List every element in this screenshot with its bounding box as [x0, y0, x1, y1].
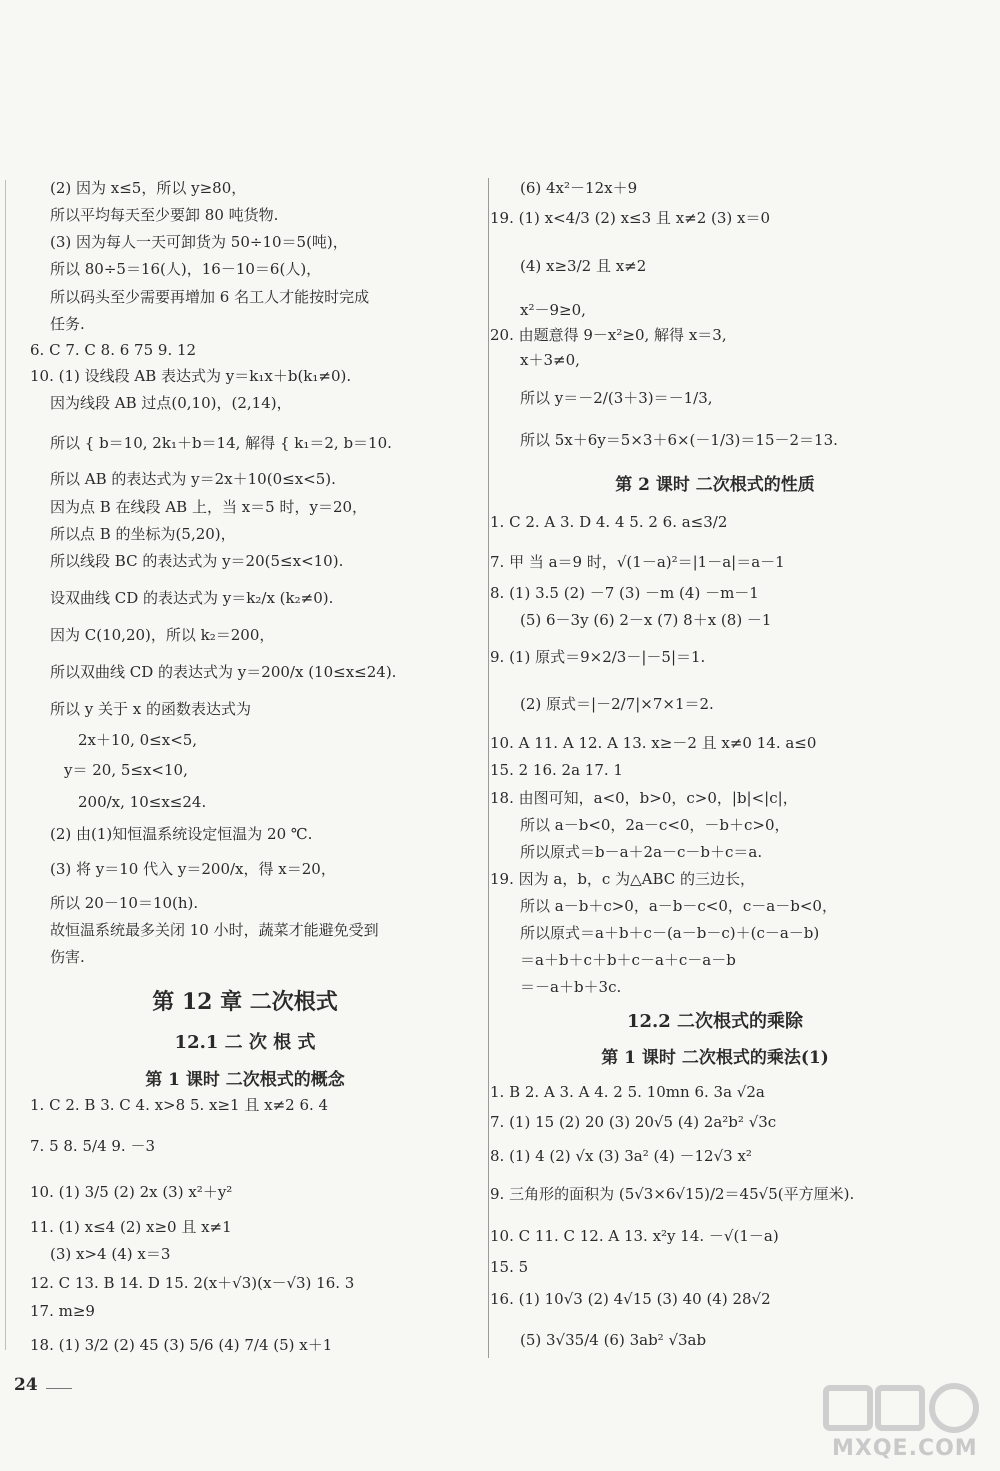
answer-line: (2) 原式＝|－2/7|×7×1＝2.: [520, 695, 714, 713]
answer-line: 7. 甲 当 a＝9 时，√(1－a)²＝|1－a|＝a－1: [490, 553, 785, 571]
answer-line: 200/x, 10≤x≤24.: [78, 793, 207, 811]
answer-line: 所以双曲线 CD 的表达式为 y＝200/x (10≤x≤24).: [50, 663, 397, 681]
answer-line: 任务.: [50, 315, 85, 333]
page-number: 24: [14, 1375, 38, 1395]
answer-line: 所以 20－10＝10(h).: [50, 894, 199, 912]
answer-line: 10. (1) 3/5 (2) 2x (3) x²＋y²: [30, 1183, 233, 1201]
answer-line: 1. B 2. A 3. A 4. 2 5. 10mn 6. 3a √2a: [490, 1083, 765, 1101]
section-heading: 第 12 章 二次根式: [152, 989, 338, 1015]
answer-line: (3) 将 y＝10 代入 y＝200/x，得 x＝20，: [50, 860, 336, 878]
answer-line: 9. 三角形的面积为 (5√3×6√15)/2＝45√5(平方厘米).: [490, 1185, 855, 1203]
answer-line: 所以 80÷5＝16(人)，16－10＝6(人)，: [50, 260, 322, 278]
answer-line: 所以 y 关于 x 的函数表达式为: [50, 700, 252, 718]
answer-line: 故恒温系统最多关闭 10 小时，蔬菜才能避免受到: [50, 921, 379, 939]
column-divider: [488, 178, 489, 1358]
left-margin-rule: [5, 180, 6, 1350]
answer-line: 因为线段 AB 过点(0,10)，(2,14)，: [50, 394, 292, 412]
answer-line: 18. (1) 3/2 (2) 45 (3) 5/6 (4) 7/4 (5) x＋1: [30, 1336, 333, 1354]
answer-line: 11. (1) x≤4 (2) x≥0 且 x≠1: [30, 1218, 232, 1236]
answer-line: 19. 因为 a，b，c 为△ABC 的三边长，: [490, 870, 756, 888]
answer-line: (6) 4x²－12x＋9: [520, 179, 638, 197]
section-heading: 12.1 二 次 根 式: [174, 1032, 316, 1053]
answer-line: 1. C 2. B 3. C 4. x>8 5. x≥1 且 x≠2 6. 4: [30, 1096, 329, 1114]
answer-line: 因为点 B 在线段 AB 上，当 x＝5 时，y＝20，: [50, 498, 368, 516]
watermark-text: MXQE.COM: [832, 1436, 978, 1461]
answer-line: 12. C 13. B 14. D 15. 2(x＋√3)(x－√3) 16. 3: [30, 1274, 355, 1292]
section-heading: 12.2 二次根式的乘除: [626, 1011, 804, 1032]
answer-line: x＋3≠0,: [520, 351, 580, 369]
answer-line: 所以码头至少需要再增加 6 名工人才能按时完成: [50, 288, 370, 306]
answer-line: 20. 由题意得 9－x²≥0, 解得 x＝3,: [490, 326, 727, 344]
answer-line: 因为 C(10,20)，所以 k₂＝200，: [50, 626, 275, 644]
answer-line: ＝a＋b＋c＋b＋c－a＋c－a－b: [520, 951, 736, 969]
answer-line: 所以点 B 的坐标为(5,20)，: [50, 525, 236, 543]
answer-line: (5) 3√35/4 (6) 3ab² √3ab: [520, 1331, 707, 1349]
answer-line: y＝ 20, 5≤x<10,: [64, 761, 188, 779]
answer-line: 设双曲线 CD 的表达式为 y＝k₂/x (k₂≠0).: [50, 589, 334, 607]
answer-line: 所以线段 BC 的表达式为 y＝20(5≤x<10).: [50, 552, 344, 570]
answer-line: 17. m≥9: [30, 1302, 95, 1320]
answer-line: 9. (1) 原式＝9×2/3－|－5|＝1.: [490, 648, 706, 666]
answer-line: 6. C 7. C 8. 6 75 9. 12: [30, 341, 197, 359]
answer-line: 19. (1) x<4/3 (2) x≤3 且 x≠2 (3) x＝0: [490, 209, 771, 227]
answer-line: 所以原式＝a＋b＋c－(a－b－c)＋(c－a－b): [520, 924, 820, 942]
answer-line: 所以 AB 的表达式为 y＝2x＋10(0≤x<5).: [50, 470, 336, 488]
answer-line: 15. 2 16. 2a 17. 1: [490, 761, 623, 779]
answer-line: 所以 a－b<0，2a－c<0，－b＋c>0，: [520, 816, 790, 834]
answer-line: 10. (1) 设线段 AB 表达式为 y＝k₁x＋b(k₁≠0).: [30, 367, 352, 385]
answer-line: 所以平均每天至少要卸 80 吨货物.: [50, 206, 279, 224]
answer-line: 所以 y＝－2/(3＋3)＝－1/3,: [520, 389, 713, 407]
answer-line: 2x＋10, 0≤x<5,: [78, 731, 198, 749]
answer-line: (2) 因为 x≤5，所以 y≥80，: [50, 179, 247, 197]
answer-line: (3) x>4 (4) x＝3: [50, 1245, 171, 1263]
answer-line: 8. (1) 4 (2) √x (3) 3a² (4) －12√3 x²: [490, 1147, 752, 1165]
section-heading: 第 1 课时 二次根式的乘法(1): [601, 1048, 829, 1068]
answer-line: 10. A 11. A 12. A 13. x≥－2 且 x≠0 14. a≤0: [490, 734, 817, 752]
answer-line: (5) 6－3y (6) 2－x (7) 8＋x (8) －1: [520, 611, 772, 629]
answer-line: 1. C 2. A 3. D 4. 4 5. 2 6. a≤3/2: [490, 513, 728, 531]
answer-line: 所以 5x＋6y＝5×3＋6×(－1/3)＝15－2＝13.: [520, 431, 838, 449]
answer-line: 7. (1) 15 (2) 20 (3) 20√5 (4) 2a²b² √3c: [490, 1113, 777, 1131]
answer-line: 18. 由图可知，a<0，b>0，c>0，|b|<|c|，: [490, 789, 798, 807]
answer-line: 10. C 11. C 12. A 13. x²y 14. －√(1－a): [490, 1227, 779, 1245]
answer-line: 所以原式＝b－a＋2a－c－b＋c＝a.: [520, 843, 763, 861]
answer-line: (2) 由(1)知恒温系统设定恒温为 20 ℃.: [50, 825, 313, 843]
answer-line: (4) x≥3/2 且 x≠2: [520, 257, 647, 275]
answer-line: 所以 a－b＋c>0，a－b－c<0，c－a－b<0，: [520, 897, 837, 915]
answer-line: 所以 { b＝10, 2k₁＋b＝14, 解得 { k₁＝2, b＝10.: [50, 434, 392, 452]
answer-line: 15. 5: [490, 1258, 529, 1276]
answer-line: 16. (1) 10√3 (2) 4√15 (3) 40 (4) 28√2: [490, 1290, 771, 1308]
section-heading: 第 2 课时 二次根式的性质: [615, 475, 815, 495]
answer-line: x²－9≥0,: [520, 301, 586, 319]
answer-line: ＝－a＋b＋3c.: [520, 978, 622, 996]
answer-line: 8. (1) 3.5 (2) －7 (3) －m (4) －m－1: [490, 584, 759, 602]
answer-line: (3) 因为每人一天可卸货为 50÷10＝5(吨)，: [50, 233, 348, 251]
answer-line: 伤害.: [50, 948, 85, 966]
section-heading: 第 1 课时 二次根式的概念: [145, 1070, 345, 1090]
answer-line: 7. 5 8. 5/4 9. －3: [30, 1137, 156, 1155]
page-number-rule: [46, 1388, 72, 1389]
